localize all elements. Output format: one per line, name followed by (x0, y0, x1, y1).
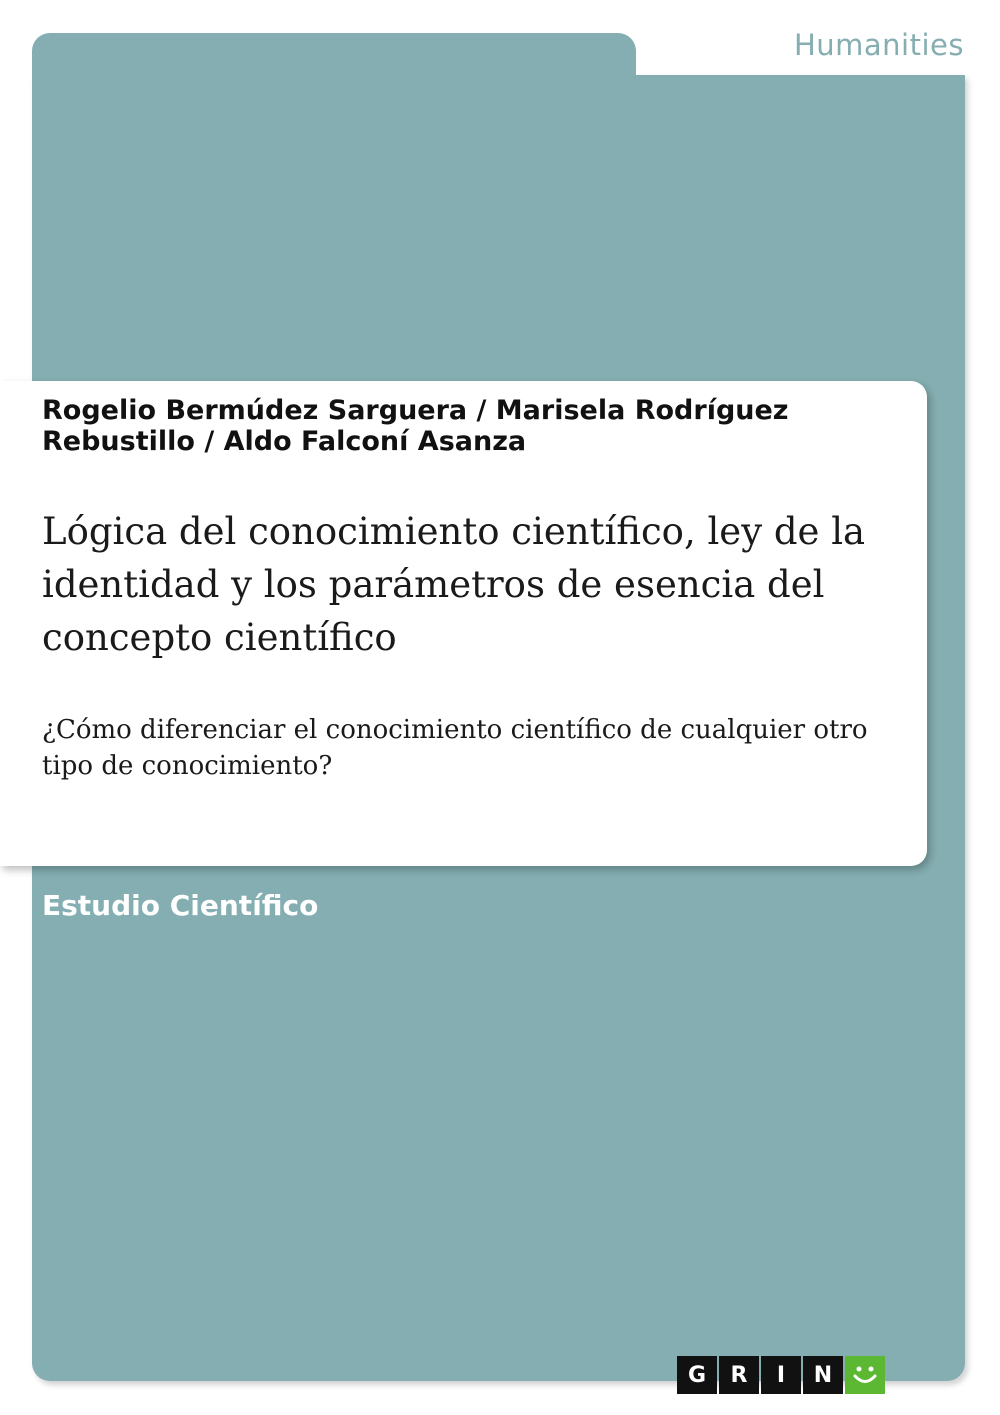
logo-letter-r: R (719, 1356, 759, 1394)
series-label: Estudio Científico (42, 889, 319, 922)
logo-letter-g: G (677, 1356, 717, 1394)
smiley-icon (845, 1356, 885, 1394)
logo-letter-i: I (761, 1356, 801, 1394)
category-label: Humanities (793, 28, 964, 62)
book-title: Lógica del conocimiento científico, ley de la identidad y los parámetros de esencia del concepto científico (42, 510, 866, 659)
publisher-logo (677, 1356, 885, 1394)
authors: Rogelio Bermúdez Sarguera / Marisela Rodríguez Rebustillo / Aldo Falconí Asanza (42, 395, 789, 457)
book-subtitle: ¿Cómo diferenciar el conocimiento científico de cualquier otro tipo de conocimiento? (42, 715, 868, 781)
logo-letter-n: N (803, 1356, 843, 1394)
